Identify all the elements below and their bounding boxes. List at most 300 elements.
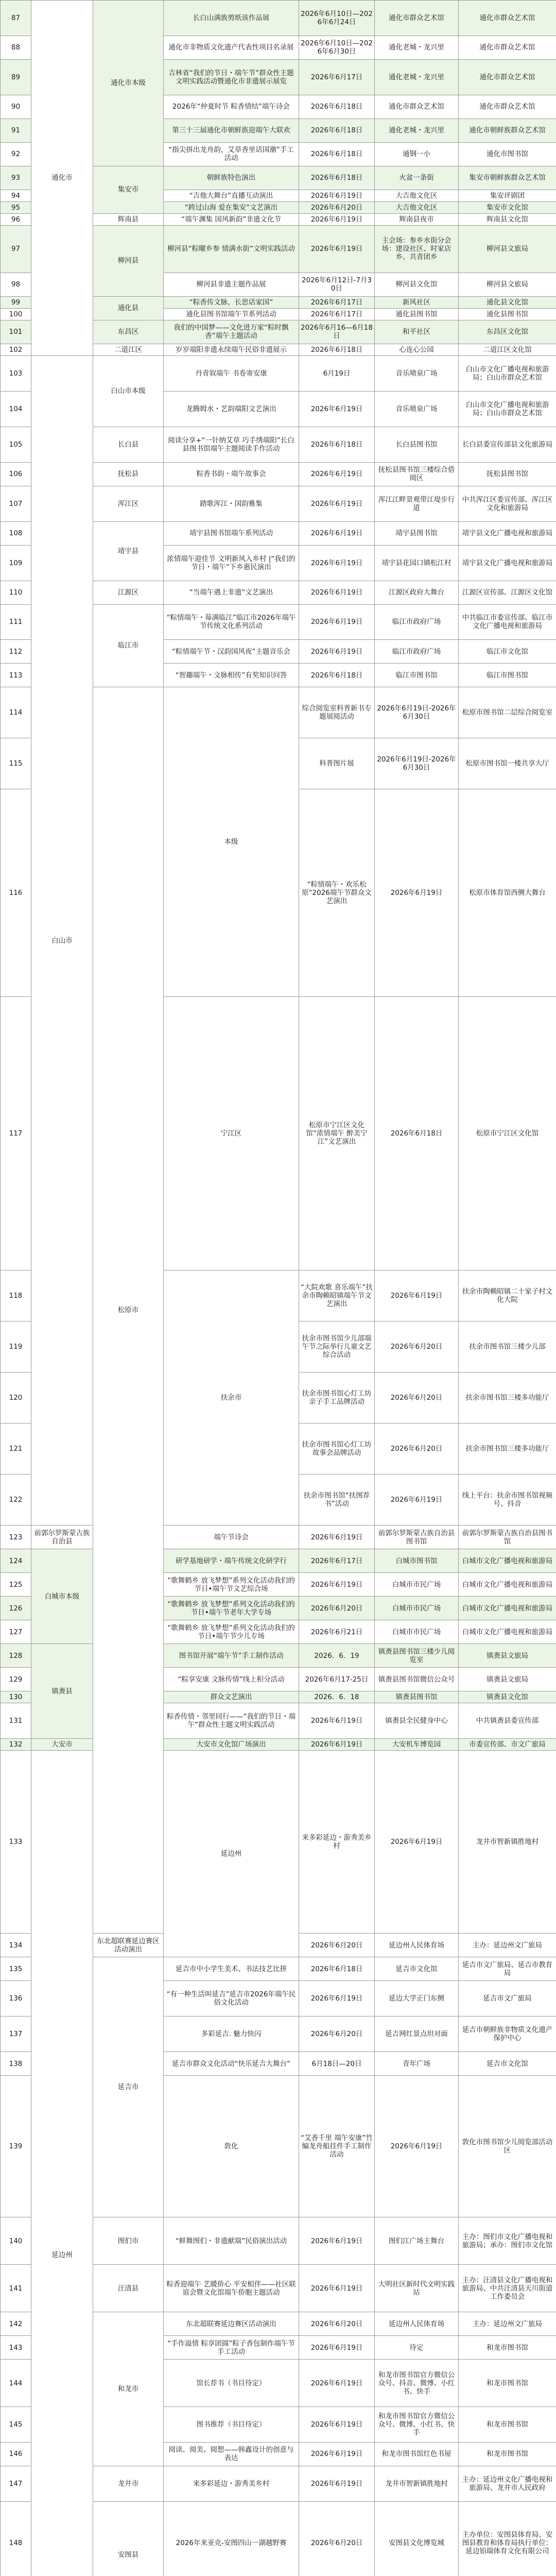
time-cell: 2026年6月19日-2026年6月30日 (375, 738, 459, 789)
activity-cell: 综合阅览室科普新书专题展阅活动 (299, 687, 375, 738)
place-cell: 通化市群众艺术馆 (375, 95, 459, 118)
county-cell: 本级 (164, 687, 299, 997)
county-cell: 抚松县 (93, 462, 164, 486)
time-cell: 2026年6月19日 (375, 789, 459, 997)
organizer-cell: 白山市文化广播电视和旅游局；白山市群众艺术馆 (459, 355, 556, 391)
row-number: 115 (1, 738, 31, 789)
activity-cell: 科普图片展 (299, 738, 375, 789)
place-cell: 扶余市图书馆三楼少儿部 (459, 1321, 556, 1372)
organizer-cell: 辉南县文化馆 (459, 213, 556, 225)
place-cell: 通钢一小 (375, 142, 459, 166)
row-number: 99 (1, 296, 31, 308)
organizer-cell: 通化县文化馆 (459, 296, 556, 308)
place-cell: 镇赉县图书馆 (375, 1691, 459, 1703)
place-cell: 线上平台：扶余市图书馆视频号、抖音 (459, 1475, 556, 1526)
organizer-cell: 柳河县文旅局 (459, 225, 556, 273)
time-cell: 2026年6月19日 (299, 1739, 375, 1751)
row-number: 87 (1, 1, 31, 36)
time-cell: 2026年6月10日—2026年6月30日 (299, 36, 375, 59)
time-cell: 2026年6月18日 (299, 1957, 375, 1981)
county-cell: 汪清县 (93, 2265, 164, 2312)
row-number: 141 (1, 2265, 31, 2312)
place-cell: 浑江江畔景观带江堤步行道 (375, 486, 459, 521)
place-cell: 江源区政府大舞台 (375, 581, 459, 604)
time-cell: 2026年6月19日 (299, 581, 375, 604)
time-cell: 2026．6．18 (299, 1691, 375, 1703)
activity-cell: “粽香传文脉，长思话家国” (164, 296, 299, 308)
place-cell: 主会场：参乡水街分会场：建设社区、时家店乡、共青团乡 (375, 225, 459, 273)
time-cell: 2026年6月21日 (299, 1620, 375, 1644)
time-cell: 2026年6月19日 (299, 604, 375, 640)
row-number: 123 (1, 1526, 31, 1549)
organizer-cell: 镇赉县文旅局 (459, 1668, 556, 1691)
city-cell: 白山市 (31, 355, 93, 1526)
row-number: 140 (1, 2217, 31, 2265)
row-number: 92 (1, 142, 31, 166)
time-cell: 2026年6月20日 (299, 1597, 375, 1620)
county-cell: 前郭尔罗斯蒙古族自治县 (31, 1526, 93, 1549)
organizer-cell: 延吉市文广旅局 (459, 1981, 556, 2016)
activity-cell: 通化县图书馆端午节系列活动 (164, 308, 299, 320)
row-number: 124 (1, 1549, 31, 1573)
place-cell: 通化老城・龙兴里 (375, 59, 459, 95)
time-cell: 6月19日 (299, 355, 375, 391)
time-cell: 2026年6月17日 (299, 1549, 375, 1573)
activity-cell: 浓情端午迎佳节 文明新风入乡村 |“我们的节日・端午”下乡惠民演出 (164, 545, 299, 581)
county-cell: 江源区 (93, 581, 164, 604)
activity-cell: “艾香千里 端午安康”竹编龙舟船挂件手工制作活动 (299, 2076, 375, 2217)
activity-cell: “粽享安康 文脉传情”线上积分活动 (164, 1668, 299, 1691)
organizer-cell: 靖宇县文化广播电视和旅游局 (459, 545, 556, 581)
row-number: 147 (1, 2466, 31, 2501)
organizer-cell: 和龙市图书馆 (459, 2443, 556, 2466)
organizer-cell: 集安市文化馆 (459, 201, 556, 213)
row-number: 139 (1, 2076, 31, 2217)
activity-cell: “歌舞鹤乡 放飞梦想”系列文化活动我们的节日•端午节老年大学专场 (164, 1597, 299, 1620)
place-cell: 青年广场 (375, 2052, 459, 2076)
time-cell: 2026年6月19日 (299, 1981, 375, 2016)
county-cell: 长白县 (93, 427, 164, 462)
county-cell: 扶余市 (164, 1270, 299, 1526)
time-cell: 2026年6月19日 (299, 640, 375, 664)
time-cell: 2026年6月10日—2026年6月24日 (299, 1, 375, 36)
activity-cell: “当端午遇上非遗”文艺演出 (164, 581, 299, 604)
place-cell: 松原市图书馆一楼共享大厅 (459, 738, 556, 789)
place-cell: 和平社区 (375, 320, 459, 344)
row-number: 93 (1, 166, 31, 190)
place-cell: 和龙市图书馆红色书屋 (375, 2443, 459, 2466)
activity-cell: 柳河县非遗主题作品展 (164, 273, 299, 296)
activity-cell: “鲜舞图们・非遗献瑞”民俗演出活动 (164, 2217, 299, 2265)
time-cell: 6月18日—20日 (299, 2052, 375, 2076)
activity-cell: “歌舞鹤乡 放飞梦想”系列文化活动我们的节日•端午节文艺综合场 (164, 1573, 299, 1597)
county-cell: 辉南县 (93, 213, 164, 225)
time-cell: 2026年6月19日 (299, 2466, 375, 2501)
organizer-cell: 长白县委宣传部县文化旅游局 (459, 427, 556, 462)
row-number: 96 (1, 213, 31, 225)
activity-cell: “手作溢情 粽享团圆”粽子香包制作端午节手工活动 (164, 2336, 299, 2360)
activity-cell: “粽情端午・欢乐松原”2026端午节群众文艺演出 (299, 789, 375, 997)
city-cell: 通化市 (31, 1, 93, 356)
county-cell: 敦化 (164, 2076, 299, 2217)
activity-cell: 端午节诗会 (164, 1526, 299, 1549)
activity-cell: 丹青叙端午 书卷寄安康 (164, 355, 299, 391)
place-cell: 白城市市民广场 (375, 1573, 459, 1597)
county-cell: 白城市本级 (31, 1549, 93, 1644)
row-number: 122 (1, 1475, 31, 1526)
organizer-cell: 通化县图书馆 (459, 308, 556, 320)
activity-cell: 东北超联赛延边赛区活动演出 (164, 2312, 299, 2336)
activity-cell: “端午渊集 国风新韵”非遗文化节 (164, 213, 299, 225)
time-cell: 2026年6月19日 (299, 545, 375, 581)
place-cell: 延边州人民体育场 (375, 1934, 459, 1957)
organizer-cell: 主办：图们市文化广播电视和旅游局；承办：图们市文化馆 (459, 2217, 556, 2265)
city-cell: 松原市 (93, 687, 164, 1934)
activity-cell: 大安市文化馆广场演出 (164, 1739, 299, 1751)
row-number: 101 (1, 320, 31, 344)
row-number: 89 (1, 59, 31, 95)
activity-cell: “智趣端午・文脉相传”有奖知识问答 (164, 664, 299, 687)
time-cell: 2026年6月19日 (299, 1526, 375, 1549)
activity-cell: 我们的中国梦——文化进万家“粽时飘香”端午主题活动 (164, 320, 299, 344)
county-cell: 镇赉县 (31, 1644, 93, 1739)
row-number: 137 (1, 2016, 31, 2052)
row-number: 136 (1, 1981, 31, 2016)
time-cell: 2026．6．19 (299, 1644, 375, 1668)
organizer-cell: 抚松县图书馆 (459, 462, 556, 486)
activity-cell: 2026年“仲夏时节 粽香情结”端午诗会 (164, 95, 299, 118)
county-cell: 安图县 (93, 2501, 164, 2576)
organizer-cell: 二道江区文化馆 (459, 344, 556, 355)
row-number: 97 (1, 225, 31, 273)
row-number: 94 (1, 190, 31, 201)
row-number: 133 (1, 1751, 31, 1934)
county-cell: 临江市 (93, 604, 164, 687)
place-cell: 图们江广场主舞台 (375, 2217, 459, 2265)
activity-cell: 图书推荐（书目待定） (164, 2407, 299, 2443)
place-cell: 大明社区新时代文明实践站 (375, 2265, 459, 2312)
organizer-cell: 临江市文化馆 (459, 640, 556, 664)
place-cell: 待定 (375, 2336, 459, 2360)
time-cell: 2026年6月19日 (299, 190, 375, 201)
activity-cell: 多彩延吉. 魅力快闪 (164, 2016, 299, 2052)
activity-cell: “吉他大舞台”直播互动演出 (164, 190, 299, 201)
place-cell: 镇赉县图书馆三楼少儿阅览室 (375, 1644, 459, 1668)
organizer-cell: 通化市图书馆 (459, 142, 556, 166)
time-cell: 2026年6月19日 (375, 1751, 459, 1934)
activity-cell: “歌舞鹤乡 放飞梦想”系列文化活动我们的节日•端午节少儿专场 (164, 1620, 299, 1644)
place-cell: 靖宇县花园口镇松江村 (375, 545, 459, 581)
county-cell: 和龙市 (93, 2312, 164, 2466)
time-cell: 2026年6月19日 (375, 1270, 459, 1321)
place-cell: 白城市市民广场 (375, 1620, 459, 1644)
row-number: 142 (1, 2312, 31, 2336)
place-cell: 通化老城・龙兴里 (375, 36, 459, 59)
row-number: 145 (1, 2407, 31, 2443)
time-cell: 2026年6月18日 (299, 142, 375, 166)
row-number: 105 (1, 427, 31, 462)
time-cell: 2026年6月19日 (299, 2336, 375, 2360)
activity-cell: 2026年来亚克-安图四山一湖越野赛 (164, 2501, 299, 2576)
place-cell: 和龙市图书馆官方微信公众号、微博、小红书、快手 (375, 2407, 459, 2443)
row-number: 128 (1, 1644, 31, 1668)
place-cell: 白城市市民广场 (375, 1597, 459, 1620)
row-number: 90 (1, 95, 31, 118)
organizer-cell: 和龙市图书馆 (459, 2407, 556, 2443)
activity-cell: 延吉市群众文化活动“快乐延吉大舞台” (164, 2052, 299, 2076)
row-number: 116 (1, 789, 31, 997)
time-cell: 2026年6月19日 (299, 2360, 375, 2407)
organizer-cell: 江源区宣传部、江源区文化馆 (459, 581, 556, 604)
activity-cell: 岁岁端阳非遗永续端午民俗非遗展示 (164, 344, 299, 355)
county-cell: 浑江区 (93, 486, 164, 521)
row-number: 148 (1, 2501, 31, 2576)
table-row (1, 1751, 556, 1934)
row-number: 104 (1, 391, 31, 427)
place-cell: 通化市群众艺术馆 (375, 1, 459, 36)
row-number: 88 (1, 36, 31, 59)
organizer-cell: 前郭尔罗斯蒙古族自治县图书馆 (459, 1526, 556, 1549)
county-cell: 二道江区 (93, 344, 164, 355)
activity-cell: 扶余市图书馆心灯工坊故事会品牌活动 (299, 1423, 375, 1475)
row-number: 129 (1, 1668, 31, 1691)
place-cell: 扶余市图书馆三楼多功能厅 (459, 1372, 556, 1423)
place-cell: 安图县文化博览城 (375, 2501, 459, 2576)
row-number: 126 (1, 1597, 31, 1620)
organizer-cell: 中共临江市委宣传部、临江市文化广播电视和旅游局 (459, 604, 556, 640)
place-cell: 延吉市文化馆 (375, 1957, 459, 1981)
activity-cell: 扶余市图书馆“扶图荐书”活动 (299, 1475, 375, 1526)
activity-cell: “大院欢歌 喜乐端午”扶余市陶赖昭镇端午节文艺演出 (299, 1270, 375, 1321)
county-cell: 图们市 (93, 2217, 164, 2265)
county-cell: 延吉市 (93, 1957, 164, 2217)
organizer-cell: 白城市文化广播电视和旅游局 (459, 1620, 556, 1644)
place-cell: 临江市图书馆 (375, 664, 459, 687)
table-row (1, 1549, 556, 1573)
activity-cell: 来多彩延边・游秀美乡村 (299, 1751, 375, 1934)
row-number: 108 (1, 521, 31, 545)
place-cell: 松原市体育馆西侧大舞台 (459, 789, 556, 997)
row-number: 100 (1, 308, 31, 320)
table-body (1, 1, 556, 2576)
activity-cell: 阅读分享+“一针纳艾草 巧手绣端阳”长白县图书馆端午主题阅读手作活动 (164, 427, 299, 462)
row-number: 111 (1, 604, 31, 640)
time-cell: 2026年6月18日 (299, 166, 375, 190)
row-number: 127 (1, 1620, 31, 1644)
activity-cell: 龙腾姆水・艺韵端阳文艺演出 (164, 391, 299, 427)
activity-cell: 粽香迎端午 艺暖侨心 平安相伴——社区联谊会暨文化馆端午侨胞主题活动 (164, 2265, 299, 2312)
row-number: 143 (1, 2336, 31, 2360)
row-number: 120 (1, 1372, 31, 1423)
time-cell: 2026年6月18日 (299, 95, 375, 118)
activity-cell: 第三十三届通化市朝鲜族迎端午大联欢 (164, 118, 299, 142)
time-cell: 2026年6月19日 (299, 2407, 375, 2443)
time-cell: 2026年6月19日 (375, 2076, 459, 2217)
activity-cell: 图书馆开展“端午节”手工制作活动 (164, 1644, 299, 1668)
table-row (1, 1739, 556, 1751)
time-cell: 2026年6月19日 (299, 1573, 375, 1597)
row-number: 98 (1, 273, 31, 296)
activity-cell: “有一种生活叫延吉”延吉市2026年端午民俗文化活动 (164, 1981, 299, 2016)
row-number: 144 (1, 2360, 31, 2407)
organizer-cell: 通化市群众艺术馆 (459, 59, 556, 95)
activity-cell: “指尖拼出龙舟韵，艾草香里话国潮”手工活动 (164, 142, 299, 166)
organizer-cell: 延吉市文化馆 (459, 2052, 556, 2076)
place-cell: 松原市图书馆二层综合阅览室 (459, 687, 556, 738)
time-cell: 2026年6月17日 (299, 59, 375, 95)
row-number: 135 (1, 1957, 31, 1981)
county-cell: 柳河县 (93, 225, 164, 296)
table-row (1, 1, 556, 36)
organizer-cell: 延吉市朝鲜族非物质文化遗产保护中心 (459, 2016, 556, 2052)
place-cell: 长白县图书馆 (375, 427, 459, 462)
activity-cell: 研学基地研学・端午传统文化研学行 (164, 1549, 299, 1573)
organizer-cell: 中共镇赉县委宣传部 (459, 1703, 556, 1739)
county-cell: 通化市本级 (93, 1, 164, 166)
place-cell: 松原市宁江区文化馆 (459, 997, 556, 1270)
activity-cell: 柳河县“粽曜乡参 情满水街”文明实践活动 (164, 225, 299, 273)
row-number: 91 (1, 118, 31, 142)
time-cell: 2026年6月20日 (299, 2312, 375, 2336)
place-cell: 敦化市图书馆少儿阅览部活动区 (459, 2076, 556, 2217)
table-row (1, 355, 556, 391)
time-cell: 2026年6月18日 (299, 427, 375, 462)
organizer-cell: 和龙市图书馆 (459, 2336, 556, 2360)
organizer-cell: 主办：汪清县文化广播电视和旅游局、中共汪清县天川街道工作委员会 (459, 2265, 556, 2312)
time-cell: 2026年6月19日-2026年6月30日 (375, 687, 459, 738)
place-cell: 龙井市智新镇胜地村 (459, 1751, 556, 1934)
organizer-cell: 东昌区文化馆 (459, 320, 556, 344)
organizer-cell: 临江市图书馆 (459, 664, 556, 687)
activity-cell: 馆长荐书（书目待定） (164, 2360, 299, 2407)
county-cell: 白山市本级 (93, 355, 164, 427)
place-cell: 前郭尔罗斯蒙古族自治县图书馆 (375, 1526, 459, 1549)
place-cell: 大安机车博览园 (375, 1739, 459, 1751)
place-cell: 大吉他文化区 (375, 190, 459, 201)
organizer-cell: 通化市群众艺术馆 (459, 1, 556, 36)
row-number: 107 (1, 486, 31, 521)
time-cell: 2026年6月19日 (299, 1703, 375, 1739)
time-cell: 2026年6月20日 (299, 1934, 375, 1957)
organizer-cell: 镇赉县文旅局 (459, 1644, 556, 1668)
organizer-cell: 柳河县文旅局 (459, 273, 556, 296)
place-cell: 火盆一条街 (375, 166, 459, 190)
activity-cell: 长白山满族剪纸该作品展 (164, 1, 299, 36)
time-cell: 2026年6月20日 (299, 2501, 375, 2576)
place-cell: 临江市政府广场 (375, 640, 459, 664)
row-number: 117 (1, 997, 31, 1270)
table-row (1, 1644, 556, 1668)
time-cell: 2026年6月19日 (299, 2443, 375, 2466)
activity-cell: 延吉市中小学生美术、书法技艺比拼 (164, 1957, 299, 1981)
place-cell: 扶余市图书馆三楼多功能厅 (459, 1423, 556, 1475)
place-cell: 镇赉县全民健身中心 (375, 1703, 459, 1739)
activity-cell: 靖宇县图书馆端午系列活动 (164, 521, 299, 545)
organizer-cell: 和龙市图书馆 (459, 2360, 556, 2407)
organizer-cell: 通化市群众艺术馆 (459, 36, 556, 59)
place-cell: 通化老城・龙兴里 (375, 118, 459, 142)
place-cell: 柳河县文化馆 (375, 273, 459, 296)
time-cell: 2026年6月16—6月18日 (299, 320, 375, 344)
place-cell: 靖宇县图书馆 (375, 521, 459, 545)
row-number: 113 (1, 664, 31, 687)
place-cell: 和龙市图书馆官方微信公众号、抖音、微博、小红书、快手 (375, 2360, 459, 2407)
time-cell: 2026年6月20日 (375, 1321, 459, 1372)
time-cell: 2026年6月17-25日 (299, 1668, 375, 1691)
organizer-cell: 集安评剧团 (459, 190, 556, 201)
row-number: 109 (1, 545, 31, 581)
row-number: 132 (1, 1739, 31, 1751)
organizer-cell: 通化市朝鲜族群众艺术馆 (459, 118, 556, 142)
row-number: 125 (1, 1573, 31, 1597)
place-cell: 白城市图书馆 (375, 1549, 459, 1573)
activity-cell: 来多彩延边・游秀美乡村 (164, 2466, 299, 2501)
organizer-cell: 主办单位：安图县体育局、安图县教育和体育局执行单位：延边铂瑞体育文化有限公司 (459, 2501, 556, 2576)
organizer-cell: 中共浑江区委宣传部、浑江区文化和旅游局 (459, 486, 556, 521)
organizer-cell: 靖宇县文化广播电视和旅游局 (459, 521, 556, 545)
organizer-cell: 白城市文化广播电视和旅游局 (459, 1573, 556, 1597)
organizer-cell: 主办：延边州文广旅局 (459, 1934, 556, 1957)
time-cell: 2026年6月18日 (375, 997, 459, 1270)
county-cell: 通化县 (93, 296, 164, 320)
organizer-cell: 白城市文化广播电视和旅游局 (459, 1549, 556, 1573)
row-number: 114 (1, 687, 31, 738)
row-number: 110 (1, 581, 31, 604)
place-cell: 延吉网红景点坦对面 (375, 2016, 459, 2052)
place-cell: 大吉他文化区 (375, 201, 459, 213)
activity-cell: 扶余市图书馆少儿部端午节之际举行儿童文艺综合活动 (299, 1321, 375, 1372)
time-cell: 2026年6月19日 (299, 521, 375, 545)
activity-cell: 扶余市图书馆心灯工坊亲子手工品牌活动 (299, 1372, 375, 1423)
activity-cell: “粽情端午・莓满临江”临江市2026年端午节传统文化系列活动 (164, 604, 299, 640)
activity-cell: 朝鲜族特色演出 (164, 166, 299, 190)
time-cell: 2026年6月20日 (375, 1423, 459, 1475)
time-cell: 2026年6月17日 (299, 308, 375, 320)
place-cell: 抚松县图书馆三楼综合借阅区 (375, 462, 459, 486)
county-cell: 延边州 (164, 1751, 299, 1957)
activity-cell: “跨过山海 爱在集安”文艺演出 (164, 201, 299, 213)
row-number: 106 (1, 462, 31, 486)
row-number: 102 (1, 344, 31, 355)
row-number: 131 (1, 1703, 31, 1739)
row-number: 119 (1, 1321, 31, 1372)
place-cell: 音乐喷泉广场 (375, 391, 459, 427)
time-cell: 2026年6月19日 (299, 391, 375, 427)
time-cell: 2026年6月18日 (299, 664, 375, 687)
organizer-cell: 集安市朝鲜族群众艺术馆 (459, 166, 556, 190)
time-cell: 2026年6月12日-7月30日 (299, 273, 375, 296)
time-cell: 2026年6月19日 (299, 486, 375, 521)
row-number: 138 (1, 2052, 31, 2076)
organizer-cell: 通化市群众艺术馆 (459, 95, 556, 118)
place-cell: 扶余市陶赖昭镇二十家子村文化大院 (459, 1270, 556, 1321)
time-cell: 2026年6月18日 (299, 344, 375, 355)
place-cell: 龙井市智新镇胜地村 (375, 2466, 459, 2501)
activity-cell: 粽香传情・邻里同行——“我们的节日・端午”群众性主题文明实践活动 (164, 1703, 299, 1739)
time-cell: 2026年6月20日 (299, 201, 375, 213)
place-cell: 镇赉县图书馆微信公众号 (375, 1668, 459, 1691)
row-number: 146 (1, 2443, 31, 2466)
organizer-cell: 市委宣传部、市文广旅局 (459, 1739, 556, 1751)
place-cell: 新风社区 (375, 296, 459, 308)
row-number: 134 (1, 1934, 31, 1957)
organizer-cell: 主办：延边州文化广播电视和旅游局、龙井市人民政府 (459, 2466, 556, 2501)
county-cell: 靖宇县 (93, 521, 164, 581)
activity-cell: 松原市宁江区文化馆“浓情端午 醉美宁江”文艺演出 (299, 997, 375, 1270)
row-number: 95 (1, 201, 31, 213)
activity-cell: 吉林省“我们的节日・端午节”群众性主题文明实践活动暨通化市非遗展示展览 (164, 59, 299, 95)
organizer-cell: 白山市文化广播电视和旅游局；白山市群众艺术馆 (459, 391, 556, 427)
